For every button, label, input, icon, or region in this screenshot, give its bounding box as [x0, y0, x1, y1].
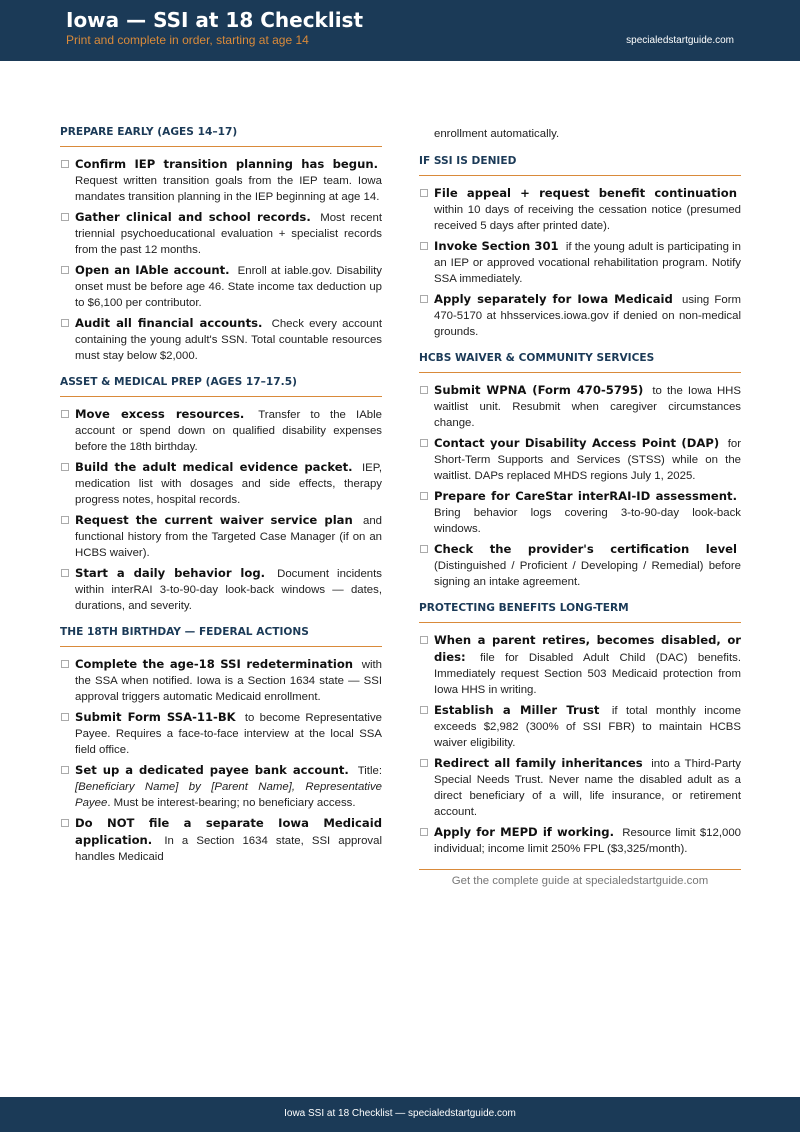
item-description: Bring behavior logs covering 3-to-90-day look-back windows.: [434, 507, 741, 535]
checklist-item: [419, 632, 741, 698]
checkbox[interactable]: [61, 319, 69, 327]
checklist-item: [60, 762, 382, 811]
checklist-item: [60, 815, 382, 865]
checkbox[interactable]: [61, 160, 69, 168]
checklist-item: [60, 459, 382, 508]
item-title: Contact your Disability Access Point (DAP): [434, 436, 720, 450]
item-title: Submit Form SSA-11-BK: [75, 710, 236, 724]
checklist-item: [419, 238, 741, 287]
item-title: Check the provider's certification level: [434, 542, 737, 556]
section-18th-birthday: [60, 656, 382, 865]
checkbox[interactable]: [61, 660, 69, 668]
item-title: Open an IAble account.: [75, 263, 230, 277]
checklist-item: [60, 565, 382, 614]
item-description: using Form 470-5170 at hhsservices.iowa.gov if denied on non-medical grounds.: [434, 294, 741, 338]
checklist-item: [419, 185, 741, 234]
item-description-suffix: . Must be interest-bearing; no beneficiary access.: [107, 797, 356, 809]
checklist-item: [419, 435, 741, 484]
item-description: In a Section 1634 state, SSI approval handles Medicaid: [75, 835, 382, 863]
checkbox[interactable]: [420, 386, 428, 394]
section-hcbs-waiver: [419, 382, 741, 590]
item-description: Resource limit $12,000 individual; income limit 250% FPL ($3,325/month).: [434, 827, 742, 855]
item-description: with the SSA when notified. Iowa is a Section 1634 state — SSI approval triggers automatic Medicaid enrollment.: [75, 659, 382, 703]
item-description: if the young adult is participating in an IEP or approved vocational rehabilitation program. Notify SSA immediately.: [434, 241, 741, 285]
checkbox[interactable]: [420, 545, 428, 553]
item-description: to the Iowa HHS waitlist unit. Resubmit when caregiver circumstances change.: [434, 385, 741, 429]
item-title: Build the adult medical evidence packet.: [75, 460, 353, 474]
item-title: Move excess resources.: [75, 407, 245, 421]
checklist-item: [419, 382, 741, 431]
item-description: and functional history from the Targeted Case Manager (if on an HCBS waiver).: [75, 515, 382, 559]
checklist-item: [419, 755, 741, 820]
item-title: Set up a dedicated payee bank account.: [75, 763, 349, 777]
checklist-item: [419, 824, 741, 857]
item-title: Request the current waiver service plan: [75, 513, 353, 527]
section-protecting-benefits: [419, 632, 741, 857]
item-description: Most recent triennial psychoeducational evaluation + specialist records from the past 12 months.: [75, 212, 382, 256]
section-heading: PREPARE EARLY (AGES 14–17): [60, 126, 382, 147]
item-title: Confirm IEP transition planning has begun.: [75, 157, 378, 171]
item-title: Invoke Section 301: [434, 239, 559, 253]
item-title: File appeal + request benefit continuation: [434, 186, 737, 200]
guide-link[interactable]: Get the complete guide at specialedstartguide.com: [419, 869, 741, 887]
checkbox[interactable]: [61, 569, 69, 577]
item-description: Enroll at iable.gov. Disability onset must be before age 46. State income tax deduction up to $6,100 per contributor.: [75, 265, 382, 309]
checkbox[interactable]: [420, 706, 428, 714]
item-description: if total monthly income exceeds $2,982 (300% of SSI FBR) to maintain HCBS waiver eligibility.: [434, 705, 741, 749]
checklist-item: [60, 512, 382, 561]
item-title: Apply for MEPD if working.: [434, 825, 615, 839]
item-description: file for Disabled Adult Child (DAC) benefits. Immediately request Section 503 Medicaid protection from Iowa HHS in writing.: [434, 652, 741, 696]
checkbox[interactable]: [420, 295, 428, 303]
section-heading: ASSET & MEDICAL PREP (AGES 17–17.5): [60, 372, 382, 397]
checklist-item: [60, 156, 382, 205]
section-prepare-early: [60, 156, 382, 364]
checklist-item: [60, 262, 382, 311]
item-description-continued: enrollment automatically.: [434, 128, 560, 140]
section-heading: HCBS WAIVER & COMMUNITY SERVICES: [419, 348, 741, 373]
item-title: Gather clinical and school records.: [75, 210, 311, 224]
item-title: Establish a Miller Trust: [434, 703, 600, 717]
section-asset-medical-prep: [60, 406, 382, 614]
section-heading: THE 18TH BIRTHDAY — FEDERAL ACTIONS: [60, 622, 382, 647]
header-site-link[interactable]: specialedstartguide.com: [626, 35, 734, 46]
page-subtitle: Print and complete in order, starting at age 14: [66, 33, 309, 47]
item-description: Request written transition goals from the IEP team. Iowa mandates transition planning in the IEP beginning at age 14.: [75, 175, 382, 203]
item-description: (Distinguished / Proficient / Developing / Remedial) before signing an intake agreement.: [434, 560, 741, 588]
item-description: to become Representative Payee. Requires a face-to-face interview at the local SSA field office.: [75, 712, 382, 756]
checklist-item: [60, 315, 382, 364]
checkbox[interactable]: [61, 516, 69, 524]
checklist-item: [60, 209, 382, 258]
item-title: Prepare for CareStar interRAI-ID assessment.: [434, 489, 737, 503]
left-column: [60, 126, 382, 873]
checklist-item: [419, 488, 741, 537]
checklist-item: [419, 702, 741, 751]
section-heading: IF SSI IS DENIED: [419, 151, 741, 176]
item-title: Complete the age-18 SSI redetermination: [75, 657, 354, 671]
checkbox[interactable]: [420, 242, 428, 250]
checkbox[interactable]: [420, 636, 428, 644]
item-description: IEP, medication list with dosages and side effects, therapy progress notes, hospital records.: [75, 462, 382, 506]
checkbox[interactable]: [61, 713, 69, 721]
checkbox[interactable]: [420, 492, 428, 500]
item-title: When a parent retires, becomes disabled, or dies:: [434, 633, 741, 664]
page-footer: [0, 1097, 800, 1132]
page-header: [0, 0, 800, 61]
page-title: Iowa — SSI at 18 Checklist: [66, 8, 364, 32]
right-column: [419, 126, 741, 887]
item-description: for Short-Term Supports and Services (STSS) while on the waitlist. DAPs replaced MHDS regions July 1, 2025.: [434, 438, 741, 482]
checklist-item: [419, 291, 741, 340]
checkbox[interactable]: [61, 819, 69, 827]
item-description: Check every account containing the young adult's SSN. Total countable resources must stay below $2,000.: [75, 318, 382, 362]
item-description-prefix: Title:: [357, 765, 382, 777]
checklist-item: [60, 709, 382, 758]
section-heading: PROTECTING BENEFITS LONG-TERM: [419, 598, 741, 623]
item-description: into a Third-Party Special Needs Trust. Never name the disabled adult as a direct beneficiary of a will, life insurance, or retirement account.: [434, 758, 742, 818]
checkbox[interactable]: [420, 439, 428, 447]
section-if-denied: [419, 185, 741, 340]
item-title: Do NOT file a separate Iowa Medicaid application.: [75, 816, 382, 847]
item-title: Apply separately for Iowa Medicaid: [434, 292, 673, 306]
item-description-italic: [Beneficiary Name] by [Parent Name], Representative Payee: [75, 781, 382, 809]
item-title: Start a daily behavior log.: [75, 566, 266, 580]
item-title: Audit all financial accounts.: [75, 316, 263, 330]
checklist-item: [419, 541, 741, 590]
checkbox[interactable]: [420, 828, 428, 836]
checkbox[interactable]: [61, 266, 69, 274]
item-title: Redirect all family inheritances: [434, 756, 643, 770]
item-description: within 10 days of receiving the cessation notice (presumed received 5 days after printed date).: [434, 204, 741, 232]
item-description: Document incidents within interRAI 3-to-90-day look-back windows — dates, durations, and severity.: [75, 568, 382, 612]
checklist-item: [60, 656, 382, 705]
item-title: Submit WPNA (Form 470-5795): [434, 383, 644, 397]
checklist-item: [60, 406, 382, 455]
checkbox[interactable]: [61, 463, 69, 471]
footer-text: Iowa SSI at 18 Checklist — specialedstartguide.com: [284, 1108, 516, 1119]
checkbox[interactable]: [420, 189, 428, 197]
checkbox[interactable]: [61, 410, 69, 418]
checkbox[interactable]: [420, 759, 428, 767]
item-description: Transfer to the IAble account or spend down on qualified disability expenses before the 18th birthday.: [75, 409, 382, 453]
checkbox[interactable]: [61, 766, 69, 774]
checkbox[interactable]: [61, 213, 69, 221]
